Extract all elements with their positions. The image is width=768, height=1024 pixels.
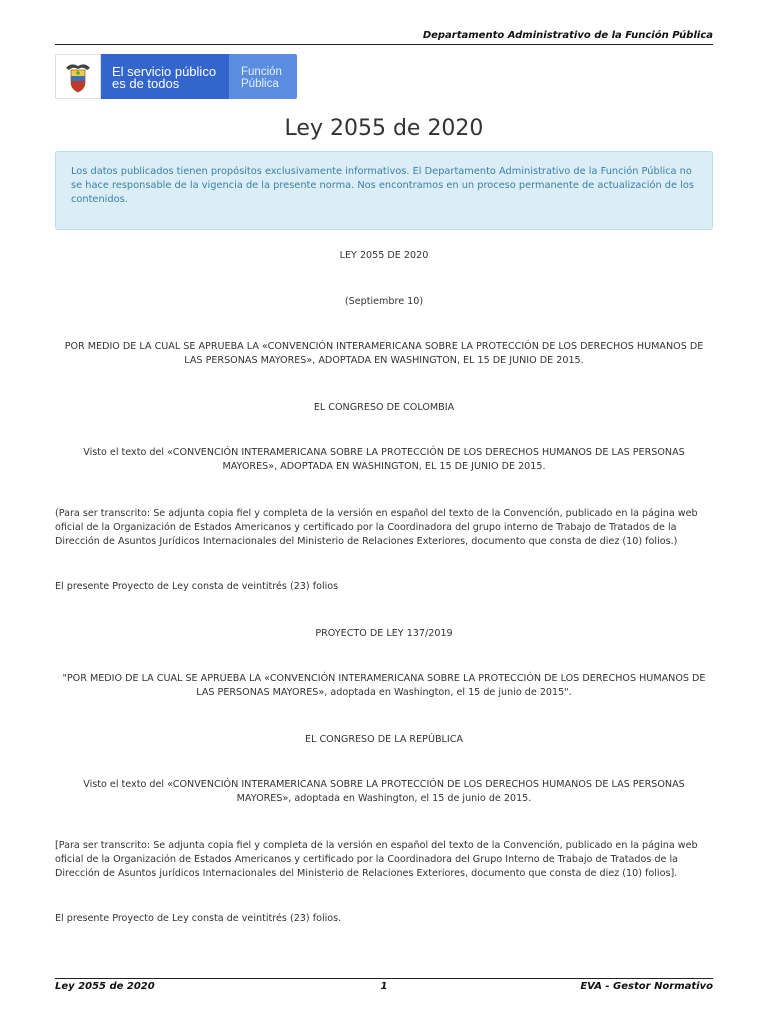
footer-divider — [55, 978, 713, 979]
bill-folios-note: El presente Proyecto de Ley consta de veintitrés (23) folios. — [55, 913, 342, 924]
government-banner — [55, 54, 297, 99]
footer-system-name: EVA - Gestor Normativo — [580, 981, 713, 992]
page-footer — [55, 981, 713, 995]
bill-transcription-note: [Para ser transcrito: Se adjunta copia fiel y completa de la versión en español del texto de la Convención, publicado en la página web oficial de la Organización de Estados Americanos y certificado por la Coordinadora del Grupo Interno de Trabajo de Tratados de la Dirección de Asuntos jurídicos Internacionales del Ministerio de Relaciones Exteriores, documento que consta de diez (10) folios]. — [55, 840, 698, 879]
slogan-block — [101, 54, 229, 99]
entity-line-2: Pública — [241, 78, 279, 90]
transcription-note: (Para ser transcrito: Se adjunta copia fiel y completa de la versión en español del texto de la Convención, publicado en la página web oficial de la Organización de Estados Americanos y certificado por la Coordinadora del grupo interno de Trabajo de Tratados de la Dirección de Asuntos Jurídicos Internacionales del Ministerio de Relaciones Exteriores, documento que consta de diez (10) folios.) — [55, 508, 698, 547]
footer-law-name: Ley 2055 de 2020 — [55, 981, 155, 992]
republic-congress-heading: EL CONGRESO DE LA REPÚBLICA — [305, 734, 463, 745]
header-organization: Departamento Administrativo de la Función Pública — [422, 30, 713, 41]
slogan-line-2: es de todos — [112, 76, 180, 91]
slogan-line-1: El servicio público — [112, 64, 217, 79]
disclaimer-notice: Los datos publicados tienen propósitos exclusivamente informativos. El Departamento Administrativo de la Función Pública no se hace responsable de la vigencia de la presente norma. Nos encontramos en un proceso permanente de actualización de los contenidos. — [55, 151, 713, 230]
page-title: Ley 2055 de 2020 — [284, 116, 484, 141]
header-divider — [55, 44, 713, 45]
law-subject: POR MEDIO DE LA CUAL SE APRUEBA LA «CONVENCIÓN INTERAMERICANA SOBRE LA PROTECCIÓN DE LOS DERECHOS HUMANOS DE LAS PERSONAS MAYORES», ADOPTADA EN WASHINGTON, EL 15 DE JUNIO DE 2015. — [64, 341, 704, 366]
folios-note: El presente Proyecto de Ley consta de veintitrés (23) folios — [55, 581, 339, 592]
bill-heading: PROYECTO DE LEY 137/2019 — [315, 628, 453, 639]
coat-of-arms-icon — [55, 54, 101, 99]
entity-line-1: Función — [241, 66, 282, 78]
entity-block — [229, 54, 297, 99]
law-date: (Septiembre 10) — [344, 296, 424, 307]
bill-subject: "POR MEDIO DE LA CUAL SE APRUEBA LA «CONVENCIÓN INTERAMERICANA SOBRE LA PROTECCIÓN DE LOS DERECHOS HUMANOS DE LAS PERSONAS MAYORES», adoptada en Washington, el 15 de junio de 2015". — [62, 673, 706, 698]
law-heading: LEY 2055 DE 2020 — [339, 250, 429, 261]
considering-paragraph: Visto el texto del «CONVENCIÓN INTERAMERICANA SOBRE LA PROTECCIÓN DE LOS DERECHOS HUMANOS DE LAS PERSONAS MAYORES», ADOPTADA EN WASHINGTON, EL 15 DE JUNIO DE 2015. — [83, 447, 685, 472]
congress-heading: EL CONGRESO DE COLOMBIA — [313, 402, 455, 413]
bill-considering-paragraph: Visto el texto del «CONVENCIÓN INTERAMERICANA SOBRE LA PROTECCIÓN DE LOS DERECHOS HUMANOS DE LAS PERSONAS MAYORES», adoptada en Washington, el 15 de junio de 2015. — [83, 779, 685, 804]
page-number: 1 — [380, 981, 388, 992]
